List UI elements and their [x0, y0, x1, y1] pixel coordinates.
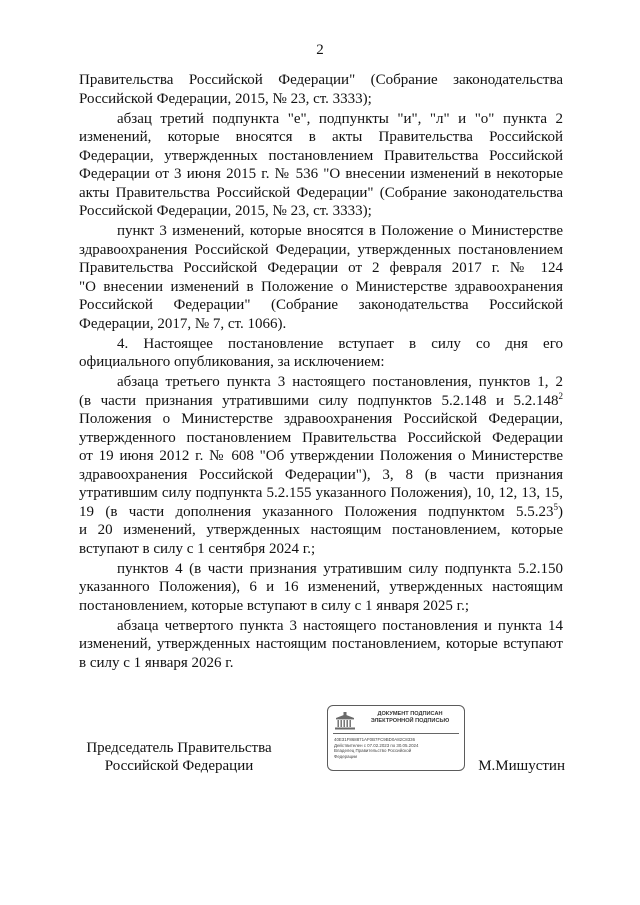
- superscript: 5: [553, 501, 558, 512]
- text-line: постановлением, которые вступают в силу с 1 января 2025 г.;: [79, 597, 470, 614]
- signer-title-line: Председатель Правительства: [86, 740, 272, 756]
- text-line: официального опубликования, за исключением:: [79, 354, 385, 370]
- text-line: утратившим силу подпункта 5.2.155 указанного Положения), 10, 12, 13, 15,: [79, 485, 563, 501]
- signer-name: М.Мишустин: [478, 758, 565, 774]
- text-line: изменений, утвержденных настоящим постановлением, которые вступают: [79, 636, 563, 652]
- text-line: абзац третий подпункта "е", подпункты "и", "л" и "о" пункта 2: [117, 110, 563, 127]
- text-line: 19 (в части дополнения указанного Положения подпунктом 5.5.23$^5$): [79, 501, 563, 520]
- text-line: указанного Положения), 6 и 16 изменений, утвержденных настоящим: [79, 579, 563, 595]
- text-line: (в части признания утратившими силу подпунктов 5.2.148 и 5.2.148$^2$: [79, 390, 563, 409]
- page-number: 2: [316, 42, 324, 58]
- text-line: абзаца третьего пункта 3 настоящего постановления, пунктов 1, 2: [117, 374, 563, 390]
- text-line: 4. Настоящее постановление вступает в силу со дня его: [117, 335, 563, 352]
- text-line: Федерации, 2017, № 7, ст. 1066).: [79, 315, 287, 332]
- certificate-number: 40E31F868871AF0B7FC9BD0A82C8336: [334, 737, 416, 742]
- certificate-info: [334, 737, 418, 759]
- text-line: вступают в силу с 1 сентября 2024 г.;: [79, 540, 316, 557]
- text-line: Федерации от 3 июня 2015 г. № 536 "О внесении изменений в некоторые: [79, 166, 563, 182]
- text-line: Федерации, утвержденных постановлением Правительства Российской: [79, 147, 563, 164]
- text-line: от 19 июня 2012 г. № 608 "Об утверждении Положения о Министерстве: [79, 448, 563, 464]
- text-line: здравоохранения Российской Федерации"), 3, 8 (в части признания: [79, 466, 563, 483]
- electronic-signature-stamp: [327, 705, 465, 771]
- text-line: и 20 изменений, утвержденных настоящим постановлением, которые: [79, 522, 563, 538]
- text-line: акты Правительства Российской Федерации" (Собрание законодательства: [79, 184, 563, 201]
- text-line: абзаца четвертого пункта 3 настоящего постановления и пункта 14: [117, 617, 563, 634]
- superscript: 2: [558, 390, 563, 401]
- document-body: [79, 71, 563, 672]
- text-line: пунктов 4 (в части признания утратившим силу подпункта 5.2.150: [117, 560, 563, 577]
- text-line: Правительства Российской Федерации" (Собрание законодательства: [79, 72, 563, 88]
- signer-title-line: Российской Федерации: [104, 758, 254, 774]
- certificate-owner: Федерации: [334, 753, 357, 759]
- text-line: Российской Федерации" (Собрание законодательства Российской: [79, 297, 563, 313]
- text-line: Правительства Российской Федерации от 2 февраля 2017 г. № 124: [79, 260, 563, 276]
- stamp-divider: [333, 733, 459, 734]
- text-line: Положения о Министерстве здравоохранения Российской Федерации,: [79, 411, 563, 427]
- text-line: Российской Федерации, 2015, № 23, ст. 3333);: [79, 203, 372, 219]
- text-line: утвержденного постановлением Правительства Российской Федерации: [79, 429, 563, 446]
- text-line: "О внесении изменений в Положение о Министерстве здравоохранения: [79, 278, 563, 295]
- signer-title: [79, 739, 279, 775]
- certificate-validity: Действителен с 07.02.2023 по 30.05.2024: [334, 742, 419, 748]
- text-line: здравоохранения Российской Федерации, утвержденных постановлением: [79, 241, 563, 258]
- text-line: изменений, которые вносятся в акты Правительства Российской: [79, 129, 563, 145]
- text-line: в силу с 1 января 2026 г.: [79, 654, 234, 671]
- text-line: Российской Федерации, 2015, № 23, ст. 3333);: [79, 90, 372, 107]
- certificate-owner: Владелец Правительство Российской: [334, 748, 412, 754]
- text-line: пункт 3 изменений, которые вносятся в Положение о Министерстве: [117, 223, 563, 239]
- government-building-icon: [334, 711, 356, 731]
- stamp-header: ДОКУМЕНТ ПОДПИСАН ЭЛЕКТРОННОЙ ПОДПИСЬЮ: [370, 711, 450, 724]
